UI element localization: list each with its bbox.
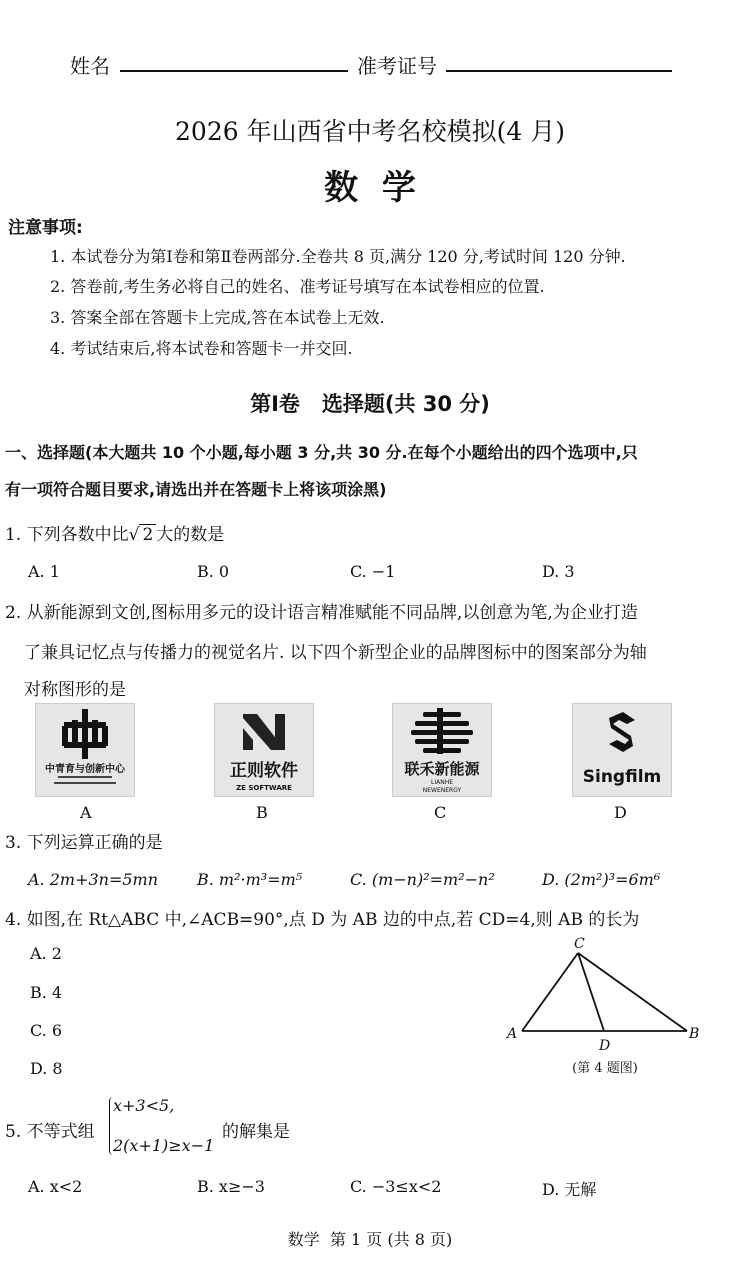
- id-label: 准考证号: [357, 54, 437, 78]
- notice-item: 4. 考试结束后,将本试卷和答题卡一并交回.: [50, 339, 353, 358]
- sqrt-symbol: √ 2: [129, 524, 157, 545]
- logo-a-pattern-icon: [36, 704, 134, 796]
- notice-title: 注意事项:: [8, 218, 83, 238]
- q4-option-d[interactable]: D. 8: [30, 1059, 63, 1078]
- svg-text:联禾新能源: 联禾新能源: [404, 760, 480, 778]
- logo-b[interactable]: [214, 703, 314, 797]
- question-3-stem: 3. 下列运算正确的是: [5, 833, 163, 853]
- logo-b-n-icon: [215, 704, 313, 796]
- svg-text:B: B: [689, 1026, 700, 1042]
- svg-text:Singfilm: Singfilm: [582, 767, 662, 787]
- q5-option-a[interactable]: A. x<2: [28, 1177, 83, 1196]
- logo-c[interactable]: [392, 703, 492, 797]
- q1-stem-pre: 1. 下列各数中比: [5, 525, 129, 545]
- q3-option-a[interactable]: A. 2m+3n=5mn: [28, 870, 159, 889]
- q5-stem-post: 的解集是: [222, 1122, 290, 1142]
- notice-item: 1. 本试卷分为第Ⅰ卷和第Ⅱ卷两部分.全卷共 8 页,满分 120 分,考试时间 120 分钟.: [50, 247, 626, 266]
- logo-d[interactable]: [572, 703, 672, 797]
- q5-option-b[interactable]: B. x≥−3: [197, 1177, 265, 1196]
- id-field-line[interactable]: [446, 70, 672, 72]
- sqrt-radicand: 2: [139, 524, 156, 545]
- notice-item: 3. 答案全部在答题卡上完成,答在本试卷上无效.: [50, 308, 385, 327]
- svg-text:中青育与创新中心: 中青育与创新中心: [45, 764, 125, 775]
- notice-item: 2. 答卷前,考生务必将自己的姓名、准考证号填写在本试卷相应的位置.: [50, 277, 545, 296]
- q3-option-c[interactable]: C. (m−n)²=m²−n²: [350, 870, 495, 889]
- page-footer: 数学 第 1 页 (共 8 页): [287, 1230, 453, 1249]
- exam-title: 2026 年山西省中考名校模拟(4 月): [175, 117, 565, 146]
- svg-text:C: C: [574, 936, 585, 952]
- logo-label-c: C: [434, 803, 447, 822]
- logo-c-stripes-icon: [393, 704, 491, 796]
- q1-option-a[interactable]: A. 1: [28, 562, 60, 581]
- section-instruction: 一、选择题(本大题共 10 个小题,每小题 3 分,共 30 分.在每个小题给出的四个选项中,只: [5, 443, 638, 462]
- q1-option-d[interactable]: D. 3: [542, 562, 575, 581]
- question-1-stem: [5, 520, 224, 545]
- q5-inequality-1: x+3<5,: [113, 1096, 175, 1115]
- logo-a[interactable]: [35, 703, 135, 797]
- q4-option-b[interactable]: B. 4: [30, 983, 63, 1002]
- svg-text:正则软件: 正则软件: [230, 761, 298, 781]
- q5-option-d[interactable]: D. 无解: [542, 1180, 597, 1199]
- q3-option-d[interactable]: D. (2m²)³=6m⁶: [542, 870, 661, 889]
- question-4-stem: 4. 如图,在 Rt△ABC 中,∠ACB=90°,点 D 为 AB 边的中点,若 CD=4,则 AB 的长为: [5, 910, 640, 930]
- q3-option-b[interactable]: B. m²·m³=m⁵: [197, 870, 303, 889]
- q1-option-c[interactable]: C. −1: [350, 562, 396, 581]
- q1-option-b[interactable]: B. 0: [197, 562, 230, 581]
- question-2-stem: 了兼具记忆点与传播力的视觉名片. 以下四个新型企业的品牌图标中的图案部分为轴: [24, 643, 647, 663]
- section-instruction: 有一项符合题目要求,请选出并在答题卡上将该项涂黑): [5, 480, 387, 499]
- logo-label-d: D: [614, 803, 627, 822]
- triangle-figure: [495, 930, 715, 1080]
- q4-option-c[interactable]: C. 6: [30, 1021, 63, 1040]
- question-2-stem: 2. 从新能源到文创,图标用多元的设计语言精准赋能不同品牌,以创意为笔,为企业打造: [5, 603, 638, 623]
- q5-option-c[interactable]: C. −3≤x<2: [350, 1177, 442, 1196]
- q5-stem-pre: 5. 不等式组: [5, 1122, 95, 1142]
- q1-stem-post: 大的数是: [156, 525, 225, 545]
- svg-text:D: D: [599, 1038, 611, 1054]
- svg-text:A: A: [507, 1026, 518, 1042]
- svg-text:(第 4 题图): (第 4 题图): [572, 1061, 638, 1076]
- q5-inequality-2: 2(x+1)≥x−1: [113, 1136, 215, 1155]
- logo-label-a: A: [80, 803, 92, 822]
- section-title: 第Ⅰ卷 选择题(共 30 分): [250, 392, 490, 416]
- logo-d-s-icon: [573, 704, 671, 796]
- name-field-line[interactable]: [120, 70, 348, 72]
- logo-label-b: B: [256, 803, 268, 822]
- svg-text:LIANHE: LIANHE: [430, 779, 454, 786]
- svg-text:NEWENERGY: NEWENERGY: [422, 787, 462, 794]
- q4-option-a[interactable]: A. 2: [30, 944, 62, 963]
- svg-text:ZE SOFTWARE: ZE SOFTWARE: [236, 784, 292, 792]
- subject-title: 数 学: [324, 168, 416, 208]
- question-2-stem: 对称图形的是: [24, 680, 126, 700]
- name-label: 姓名: [70, 54, 110, 78]
